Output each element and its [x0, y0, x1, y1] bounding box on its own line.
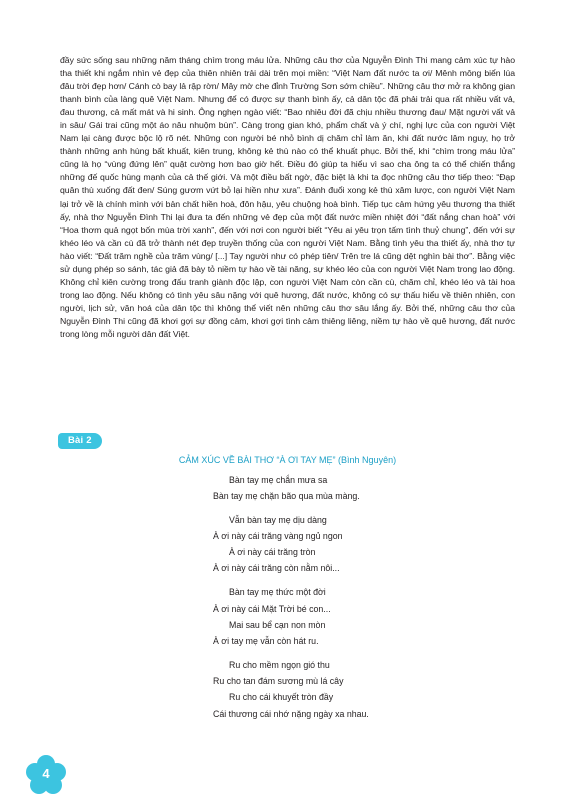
poem-line: Ru cho cái khuyết tròn đầy: [229, 692, 334, 702]
poem-line: À ơi này cái trăng vàng ngủ ngon: [213, 531, 343, 541]
poem-line: Vẫn bàn tay mẹ dịu dàng: [229, 515, 327, 525]
poem-title: CẢM XÚC VỀ BÀI THƠ “À ƠI TAY MẸ” (Bình Nguyên): [178, 455, 397, 465]
page-number: 4: [42, 766, 50, 781]
poem-line: Cái thương cái nhớ nặng ngày xa nhau.: [213, 709, 369, 719]
poem-line: Ru cho tan đám sương mù lá cây: [213, 676, 344, 686]
poem-line: À ơi này cái trăng còn nằm nôi...: [213, 563, 340, 573]
poem-line: À ơi này cái Mặt Trời bé con...: [213, 604, 331, 614]
poem-line: Ru cho mềm ngọn gió thu: [229, 660, 330, 670]
poem-line: Bàn tay mẹ thức một đời: [229, 587, 326, 597]
poem-line: Bàn tay mẹ chặn bão qua mùa màng.: [213, 491, 360, 501]
section-badge: Bài 2: [58, 433, 102, 449]
poem-line: À ơi này cái trăng tròn: [229, 547, 316, 557]
poem-line: Mai sau bể cạn non mòn: [229, 620, 326, 630]
poem-line: À ơi tay mẹ vẫn còn hát ru.: [213, 636, 319, 646]
essay-paragraph: đầy sức sống sau những năm tháng chìm trong máu lửa. Những câu thơ của Nguyễn Đình Thi mang cảm xúc tự hào tha thiết khi ngắm nhìn vẻ đẹp của thiên nhiên trải dài trên mọi miền: “Việt Nam đất nước ta ơi/ Mênh mông biển lúa đâu trời đẹp hơn/ Cánh cò bay lả rập rờn/ Mây mờ che đỉnh Trường Sơn sớm chiều”. Những câu thơ mở ra không gian thanh bình của làng quê Việt Nam. Nhưng để có được sự thanh bình ấy, cả dân tộc đã phải trải qua rất nhiều vất vả, đau thương, cả mất mát và hi sinh. Ông nghẹn ngào viết: “Bao nhiêu đời đã chịu nhiều thương đau/ Mặt người vất vả in sâu/ Gái trai cũng một áo nâu nhuộm bùn”. Càng trong gian khó, phẩm chất và ý chí, nghị lực của con người Việt Nam lại càng được bộc lộ rõ nét. Những con người bé nhỏ bình dị chăm chỉ làm ăn, khi đất nước lâm nguy, họ trở thành những anh hùng bất khuất, kiên trung, không kẻ thù nào có thể khuất phục. Bởi thế, khi “chìm trong máu lửa” cũng là họ “vùng đứng lên” quật cường hơn bao giờ hết. Điều đó giúp ta hiểu vì sao cha ông ta có thể chiến thắng những đế quốc hùng mạnh của cả thế giới. Và một điều bất ngờ, đặc biệt là khi ta đọc những câu thơ tiếp theo: “Đạp quân thù xuống đất đen/ Súng gươm vứt bỏ lại hiền như xưa”. Đánh đuổi xong kẻ thù xâm lược, con người Việt Nam lại trở về là chính mình với bản chất hiền hoà, đôn hậu, yêu chuộng hoà bình. Tiếp tục cảm hứng yêu thương tha thiết ấy, nhà thơ Nguyễn Đình Thi lại đưa ta đến những vẻ đẹp của một đất nước miền nhiệt đới “đất nắng chan hoà” với “Hoa thơm quả ngọt bốn mùa trời xanh”, đến với nơi con người biết “Yêu ai yêu trọn tấm tình thuỷ chung”, đến với sự khéo léo và cần cù đã trở thành nét đẹp truyền thống của con người Việt Nam. Bằng tình yêu tha thiết ấy, nhà thơ tự hào viết: “Đất trăm nghề của trăm vùng/ [...] Tay người như có phép tiên/ Trên tre lá cũng dệt nghìn bài thơ”. Bằng việc sử dụng phép so sánh, tác giả đã bày tỏ niềm tự hào về tài năng, sự khéo léo của con người Việt Nam trong lao động. Không chỉ kiên cường trong đấu tranh giành độc lập, con người Việt Nam còn cần cù, chăm chỉ, khéo léo và tài hoa trong lao động. Nếu không có tình yêu sâu nặng với quê hương, đất nước, không có sự thấu hiểu về thiên nhiên, con người, lịch sử, văn hoá của dân tộc thì không thể viết nên những câu thơ sâu lắng ấy. Bởi thế, những câu thơ của Nguyễn Đình Thi cũng đã khơi gợi sự đồng cảm, khơi gợi tình cảm thiêng liêng, niềm tự hào về quê hương, đất nước trong lòng mỗi người dân đất Việt.: [60, 55, 515, 339]
page-number-badge: [22, 754, 70, 798]
poem-line: Bàn tay mẹ chắn mưa sa: [229, 475, 328, 485]
